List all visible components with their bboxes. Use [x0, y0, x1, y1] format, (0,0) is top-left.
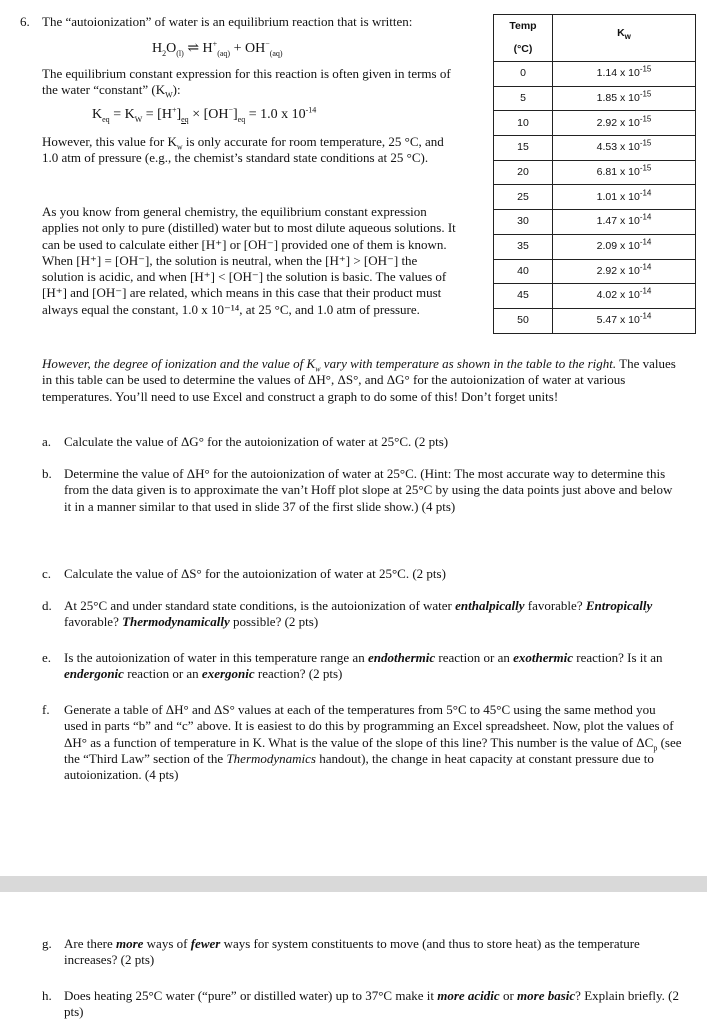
kw-cell: 1.14 x $10^{-15}$ [553, 62, 696, 87]
temp-cell: 10 [494, 111, 553, 136]
kw-cell: 1.01 x $10^{-14}$ [553, 185, 696, 210]
question-a: a. Calculate the value of ΔG° for the autoionization of water at 25°C. (2 pts) [42, 434, 449, 449]
table-row [494, 210, 696, 235]
question-c: c. Calculate the value of ΔS° for the autoionization of water at 25°C. (2 pts) [42, 566, 446, 581]
temp-cell: 30 [494, 210, 553, 235]
intro-line: The “autoionization” of water is an equilibrium reaction that is written: [42, 14, 413, 29]
paragraph-temperature-dependence: However, the degree of ionization and the value of $K_w$ vary with temperature as shown in the table to the right. The values in this table can be used to determine the values of ΔH°, ΔS°, and ΔG° for the autoionization of water at various temperatures. You’ll need to use Excel and construct a graph to do some of this! Don’t forget units! [42, 356, 676, 404]
kw-cell: 6.81 x $10^{-15}$ [553, 160, 696, 185]
question-e: e. Is the autoionization of water in this temperature range an endothermic reaction or an exothermic reaction? Is it an endergonic reaction or an exergonic reaction? (2 pts) [42, 650, 663, 682]
kw-cell: 2.09 x $10^{-14}$ [553, 234, 696, 259]
table-row [494, 185, 696, 210]
page-break-divider [0, 876, 707, 892]
table-header-kw: $K_w$ [553, 15, 696, 62]
kw-cell: 4.53 x $10^{-15}$ [553, 136, 696, 161]
paragraph-equilibrium-expression: The equilibrium constant expression for this reaction is often given in terms of the water “constant” $(K_W)$: [42, 66, 451, 100]
table-row [494, 86, 696, 111]
kw-cell: 1.47 x $10^{-14}$ [553, 210, 696, 235]
kw-cell: 4.02 x $10^{-14}$ [553, 284, 696, 309]
question-g: g. Are there more ways of fewer ways for system constituents to move (and thus to store heat) as the temperature increases? (2 pts) [42, 936, 640, 968]
kw-cell: 2.92 x $10^{-14}$ [553, 259, 696, 284]
table-row [494, 160, 696, 185]
table-row [494, 62, 696, 87]
temp-cell: 35 [494, 234, 553, 259]
table-row [494, 136, 696, 161]
temp-cell: 15 [494, 136, 553, 161]
table-header-temp: Temp (°C) [494, 15, 553, 62]
table-row [494, 259, 696, 284]
table-row [494, 308, 696, 333]
temp-cell: 5 [494, 86, 553, 111]
temp-cell: 40 [494, 259, 553, 284]
temp-cell: 25 [494, 185, 553, 210]
question-f: f. Generate a table of ΔH° and ΔS° values at each of the temperatures from 5°C to 45°C using the same method you used in parts “b” and “c” above. It is easiest to do this by programming an Excel spreadsheet. Now, plot the values of ΔH° as a function of temperature in K. What is the value of the slope of this line? This number is the value of $\Delta C_p$ (see the “Third Law” section of the Thermodynamics handout), the change in heat capacity at constant pressure due to autoionization. (4 pts) [42, 702, 682, 782]
kw-temperature-table [493, 14, 696, 334]
paragraph-room-temperature: However, this value for $K_w$ is only accurate for room temperature, 25 °C, and 1.0 atm of pressure (e.g., the chemist’s standard state conditions at 25 °C). [42, 134, 444, 166]
keq-equation: $K_{eq} = K_W = [H^+]_{eq} \times [OH^-]_{eq} = 1.0$ x $10^{-14}$ [92, 105, 317, 124]
reaction-equation: $H_2O_{(l)}$ ⇌ $H^+_{(aq)} + OH^-_{(aq)}$ [152, 39, 283, 58]
problem-number: 6. [20, 14, 30, 29]
temp-cell: 20 [494, 160, 553, 185]
table-row [494, 284, 696, 309]
kw-cell: 1.85 x $10^{-15}$ [553, 86, 696, 111]
temp-cell: 50 [494, 308, 553, 333]
table-row [494, 111, 696, 136]
table-row [494, 234, 696, 259]
paragraph-general-chemistry: As you know from general chemistry, the equilibrium constant expression applies not only to pure (distilled) water but to most dilute aqueous solutions. It can be used to calculate either [H⁺] or [OH⁻] provided one of them is known. When [H⁺] = [OH⁻], the solution is neutral, when the [H⁺] > [OH⁻] the solution is acidic, and when [H⁺] < [OH⁻] the solution is basic. The values of [H⁺] and [OH⁻] are related, which means in this case that their product must always equal the constant, 1.0 x 10⁻¹⁴, at 25 °C, and 1.0 atm of pressure. [42, 204, 456, 317]
kw-cell: 5.47 x $10^{-14}$ [553, 308, 696, 333]
temp-cell: 0 [494, 62, 553, 87]
question-d: d. At 25°C and under standard state conditions, is the autoionization of water enthalpically favorable? Entropically favorable? Thermodynamically possible? (2 pts) [42, 598, 653, 630]
temp-cell: 45 [494, 284, 553, 309]
question-b: b. Determine the value of ΔH° for the autoionization of water at 25°C. (Hint: The most accurate way to determine this from the data given is to approximate the van’t Hoff plot slope at 25°C by using the data points just above and below it in a manner similar to that used in slide 37 of the first slide show.) (4 pts) [42, 466, 673, 514]
question-h: h. Does heating 25°C water (“pure” or distilled water) up to 37°C make it more acidic or more basic? Explain briefly. (2 pts) [42, 988, 680, 1020]
kw-cell: 2.92 x $10^{-15}$ [553, 111, 696, 136]
equilibrium-arrow-icon: ⇌ [187, 41, 200, 56]
